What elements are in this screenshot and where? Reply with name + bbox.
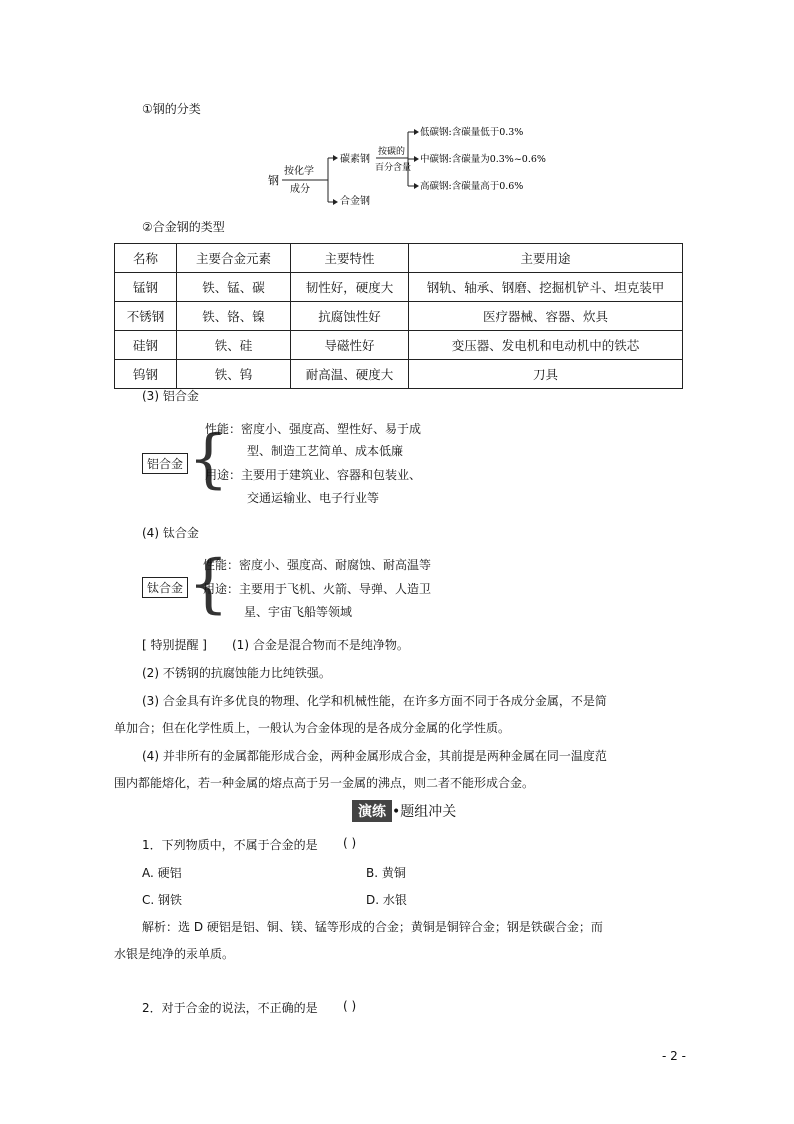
column-header: 主要特性 bbox=[291, 244, 409, 273]
page-number: - 2 - bbox=[662, 1049, 686, 1063]
table-row bbox=[115, 273, 683, 302]
alloy-steel-table bbox=[114, 243, 683, 389]
note-3-line-1: (3) 合金具有许多优良的物理、化学和机械性能，在许多方面不同于各成分金属，不是简 bbox=[142, 694, 607, 708]
table-cell: 韧性好，硬度大 bbox=[291, 273, 409, 302]
titanium-label-box: 钛合金 bbox=[142, 577, 188, 598]
practice-banner-subtitle: •题组冲关 bbox=[392, 804, 457, 820]
question-2-answer-blank: ( ) bbox=[343, 999, 357, 1013]
table-cell: 刀具 bbox=[409, 360, 683, 389]
question-1-answer-blank: ( ) bbox=[343, 836, 357, 850]
table-cell: 铁、锰、碳 bbox=[177, 273, 291, 302]
note-1: (1) 合金是混合物而不是纯净物。 bbox=[232, 638, 409, 652]
aluminum-heading: (3) 铝合金 bbox=[142, 389, 199, 403]
steel-classification-heading: ①钢的分类 bbox=[142, 102, 201, 116]
aluminum-use-line-2: 交通运输业、电子行业等 bbox=[247, 491, 380, 505]
by-chem-label-1: 按化学 bbox=[284, 166, 314, 177]
aluminum-property-line-2: 型、制造工艺简单、成本低廉 bbox=[247, 444, 404, 458]
table-cell: 铁、铬、镍 bbox=[177, 302, 291, 331]
by-carbon-label-2: 百分含量 bbox=[375, 163, 412, 173]
titanium-brace: { bbox=[188, 547, 229, 621]
mid-carbon-label: 中碳钢:含碳量为0.3%~0.6% bbox=[420, 154, 546, 165]
note-2: (2) 不锈钢的抗腐蚀能力比纯铁强。 bbox=[142, 666, 331, 680]
question-1-stem: 1．下列物质中，不属于合金的是 bbox=[142, 838, 318, 852]
table-cell: 铁、硅 bbox=[177, 331, 291, 360]
low-carbon-label: 低碳钢:含碳量低于0.3% bbox=[420, 127, 524, 138]
question-2-stem: 2．对于合金的说法，不正确的是 bbox=[142, 1001, 318, 1015]
root-label: 钢 bbox=[268, 174, 279, 187]
table-cell: 变压器、发电机和电动机中的铁芯 bbox=[409, 331, 683, 360]
steel-classification-diagram bbox=[268, 122, 588, 206]
table-cell: 钨钢 bbox=[115, 360, 177, 389]
question-1-option-a: A. 硬铝 bbox=[142, 866, 182, 880]
table-cell: 铁、钨 bbox=[177, 360, 291, 389]
column-header: 主要用途 bbox=[409, 244, 683, 273]
practice-banner bbox=[352, 800, 456, 822]
table-cell: 导磁性好 bbox=[291, 331, 409, 360]
aluminum-property-line-1: 性能：密度小、强度高、塑性好、易于成 bbox=[205, 422, 422, 436]
table-cell: 耐高温、硬度大 bbox=[291, 360, 409, 389]
alloy-steel-types-heading: ②合金钢的类型 bbox=[142, 220, 225, 234]
table-row bbox=[115, 302, 683, 331]
aluminum-use-line-1: 用途：主要用于建筑业、容器和包装业、 bbox=[205, 468, 422, 482]
practice-banner-label: 演练 bbox=[352, 800, 392, 822]
note-4-line-2: 围内都能熔化，若一种金属的熔点高于另一金属的沸点，则二者不能形成合金。 bbox=[114, 776, 535, 790]
by-chem-label-2: 成分 bbox=[290, 184, 310, 195]
titanium-property-line-1: 性能：密度小、强度高、耐腐蚀、耐高温等 bbox=[203, 558, 432, 572]
high-carbon-label: 高碳钢:含碳量高于0.6% bbox=[420, 181, 524, 192]
table-cell: 钢轨、轴承、钢磨、挖掘机铲斗、坦克装甲 bbox=[409, 273, 683, 302]
column-header: 名称 bbox=[115, 244, 177, 273]
table-cell: 硅钢 bbox=[115, 331, 177, 360]
aluminum-label-box: 铝合金 bbox=[142, 453, 188, 474]
note-4-line-1: (4) 并非所有的金属都能形成合金，两种金属形成合金，其前提是两种金属在同一温度范 bbox=[142, 749, 607, 763]
by-carbon-label-1: 按碳的 bbox=[378, 147, 406, 157]
table-cell: 抗腐蚀性好 bbox=[291, 302, 409, 331]
notes-tag: [ 特别提醒 ] bbox=[142, 638, 207, 652]
question-1-option-b: B. 黄铜 bbox=[366, 866, 406, 880]
carbon-steel-label: 碳素钢 bbox=[340, 154, 370, 165]
titanium-heading: (4) 钛合金 bbox=[142, 526, 199, 540]
table-cell: 不锈钢 bbox=[115, 302, 177, 331]
alloy-steel-label: 合金钢 bbox=[340, 196, 370, 206]
aluminum-brace: { bbox=[188, 422, 229, 496]
note-3-line-2: 单加合；但在化学性质上，一般认为合金体现的是各成分金属的化学性质。 bbox=[114, 721, 511, 735]
question-1-analysis-line-2: 水银是纯净的汞单质。 bbox=[114, 947, 235, 961]
table-cell: 锰钢 bbox=[115, 273, 177, 302]
question-1-option-c: C. 钢铁 bbox=[142, 893, 183, 907]
table-header-row bbox=[115, 244, 683, 273]
question-1-analysis-line-1: 解析：选 D 硬铝是铝、铜、镁、锰等形成的合金；黄铜是铜锌合金；钢是铁碳合金；而 bbox=[142, 920, 603, 934]
table-cell: 医疗器械、容器、炊具 bbox=[409, 302, 683, 331]
table-row bbox=[115, 360, 683, 389]
question-1-option-d: D. 水银 bbox=[366, 893, 407, 907]
titanium-use-line-2: 星、宇宙飞船等领域 bbox=[244, 605, 353, 619]
titanium-use-line-1: 用途：主要用于飞机、火箭、导弹、人造卫 bbox=[203, 582, 432, 596]
column-header: 主要合金元素 bbox=[177, 244, 291, 273]
table-row bbox=[115, 331, 683, 360]
